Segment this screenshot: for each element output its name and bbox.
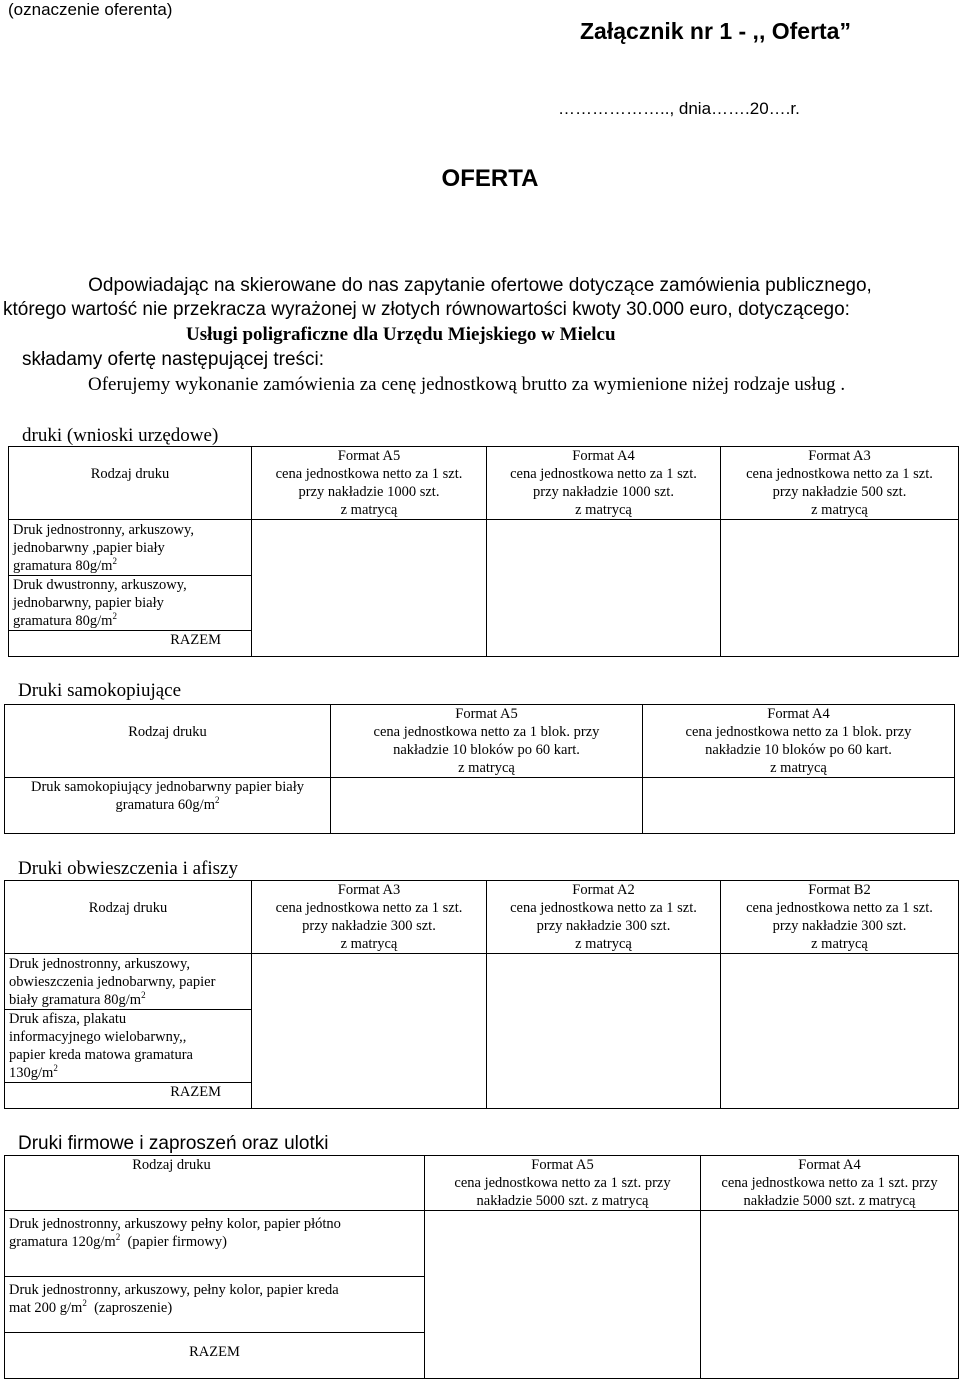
document-title: OFERTA [441, 165, 539, 192]
header-col: Format A4 cena jednostkowa netto za 1 blok. przy nakładzie 10 bloków po 60 kart. z matrycą [643, 705, 955, 778]
table-obwieszczenia [4, 880, 959, 1109]
price-cell[interactable] [252, 954, 487, 1109]
oferujemy-text: Oferujemy wykonanie zamówienia za cenę jednostkową brutto za wymienione niżej rodzaje usług . [88, 374, 846, 395]
price-cell[interactable] [331, 778, 643, 834]
price-cell[interactable] [721, 520, 959, 657]
table-header-row [5, 1156, 959, 1211]
row-label: Druk jednostronny, arkuszowy pełny kolor, papier płótno gramatura $120g/m^2$ (papier firmowy) [5, 1211, 425, 1277]
table-wnioski [8, 446, 959, 657]
skladamy-text: składamy ofertę następującej treści: [22, 349, 325, 370]
header-col: Format A5 cena jednostkowa netto za 1 blok. przy nakładzie 10 bloków po 60 kart. z matrycą [331, 705, 643, 778]
header-col: Format A4 cena jednostkowa netto za 1 szt. przy nakładzie 5000 szt. z matrycą [701, 1156, 959, 1211]
table-header-row [9, 447, 959, 520]
header-col: Format A4 cena jednostkowa netto za 1 szt. przy nakładzie 1000 szt. z matrycą [487, 447, 721, 520]
table-row [5, 1211, 959, 1277]
table-header-row [5, 881, 959, 954]
table-row [5, 954, 959, 1010]
row-label: Druk afisza, plakatu informacyjnego wielobarwny,, papier kreda matowa gramatura $130g/m^2$ [5, 1010, 252, 1083]
header-col: Format A5 cena jednostkowa netto za 1 szt. przy nakładzie 1000 szt. z matrycą [252, 447, 487, 520]
row-label: Druk jednostronny, arkuszowy, obwieszczenia jednobarwny, papier biały gramatura $80g/m^2$ [5, 954, 252, 1010]
header-col: Format A3 cena jednostkowa netto za 1 szt. przy nakładzie 300 szt. z matrycą [252, 881, 487, 954]
header-rodzaj: Rodzaj druku [5, 705, 331, 778]
price-cell[interactable] [643, 778, 955, 834]
table-samokopiujace [4, 704, 955, 834]
price-cell[interactable] [487, 520, 721, 657]
table-firmowe [4, 1155, 959, 1379]
row-label: Druk samokopiujący jednobarwny papier biały gramatura $60g/m^2$ [5, 778, 331, 834]
intro-paragraph [0, 274, 960, 322]
section-title-obwieszczenia: Druki obwieszczenia i afiszy [18, 858, 238, 879]
section-title-firmowe: Druki firmowe i zaproszeń oraz ulotki [18, 1133, 329, 1154]
header-col: Format A2 cena jednostkowa netto za 1 szt. przy nakładzie 300 szt. z matrycą [487, 881, 721, 954]
price-cell[interactable] [721, 954, 959, 1109]
section-title-samokopiujace: Druki samokopiujące [18, 680, 182, 701]
table-header-row [5, 705, 955, 778]
header-rodzaj: Rodzaj druku [9, 447, 252, 520]
price-cell[interactable] [252, 520, 487, 657]
intro-line-1: Odpowiadając na skierowane do nas zapytanie ofertowe dotyczące zamówienia publicznego, [88, 275, 872, 296]
row-label: Druk jednostronny, arkuszowy, pełny kolor, papier kreda mat 200 $g/m^2$ (zaproszenie) [5, 1277, 425, 1333]
order-subject: Usługi poligraficzne dla Urzędu Miejskiego w Mielcu [186, 324, 616, 345]
header-col: Format B2 cena jednostkowa netto za 1 szt. przy nakładzie 300 szt. z matrycą [721, 881, 959, 954]
row-label: Druk dwustronny, arkuszowy, jednobarwny, papier biały gramatura $80g/m^2$ [9, 576, 252, 631]
header-col: Format A3 cena jednostkowa netto za 1 szt. przy nakładzie 500 szt. z matrycą [721, 447, 959, 520]
table-row [5, 778, 955, 834]
header-rodzaj: Rodzaj druku [5, 1156, 425, 1211]
intro-line-2: którego wartość nie przekracza wyrażonej w złotych równowartości kwoty 30.000 euro, dotyczącego: [3, 299, 850, 320]
header-rodzaj: Rodzaj druku [5, 881, 252, 954]
total-label: RAZEM [5, 1083, 252, 1109]
oferent-label: (oznaczenie oferenta) [8, 0, 173, 19]
price-cell[interactable] [701, 1211, 959, 1379]
annex-title: Załącznik nr 1 - ,, Oferta” [580, 18, 851, 44]
table-row [9, 520, 959, 576]
total-label: RAZEM [9, 631, 252, 657]
header-col: Format A5 cena jednostkowa netto za 1 szt. przy nakładzie 5000 szt. z matrycą [425, 1156, 701, 1211]
row-label: Druk jednostronny, arkuszowy, jednobarwny ,papier biały gramatura $80g/m^2$ [9, 520, 252, 576]
price-cell[interactable] [487, 954, 721, 1109]
section-title-wnioski: druki (wnioski urzędowe) [22, 425, 219, 446]
price-cell[interactable] [425, 1211, 701, 1379]
total-label: RAZEM [5, 1333, 425, 1379]
date-line: ……………….., dnia…….20….r. [558, 99, 800, 118]
